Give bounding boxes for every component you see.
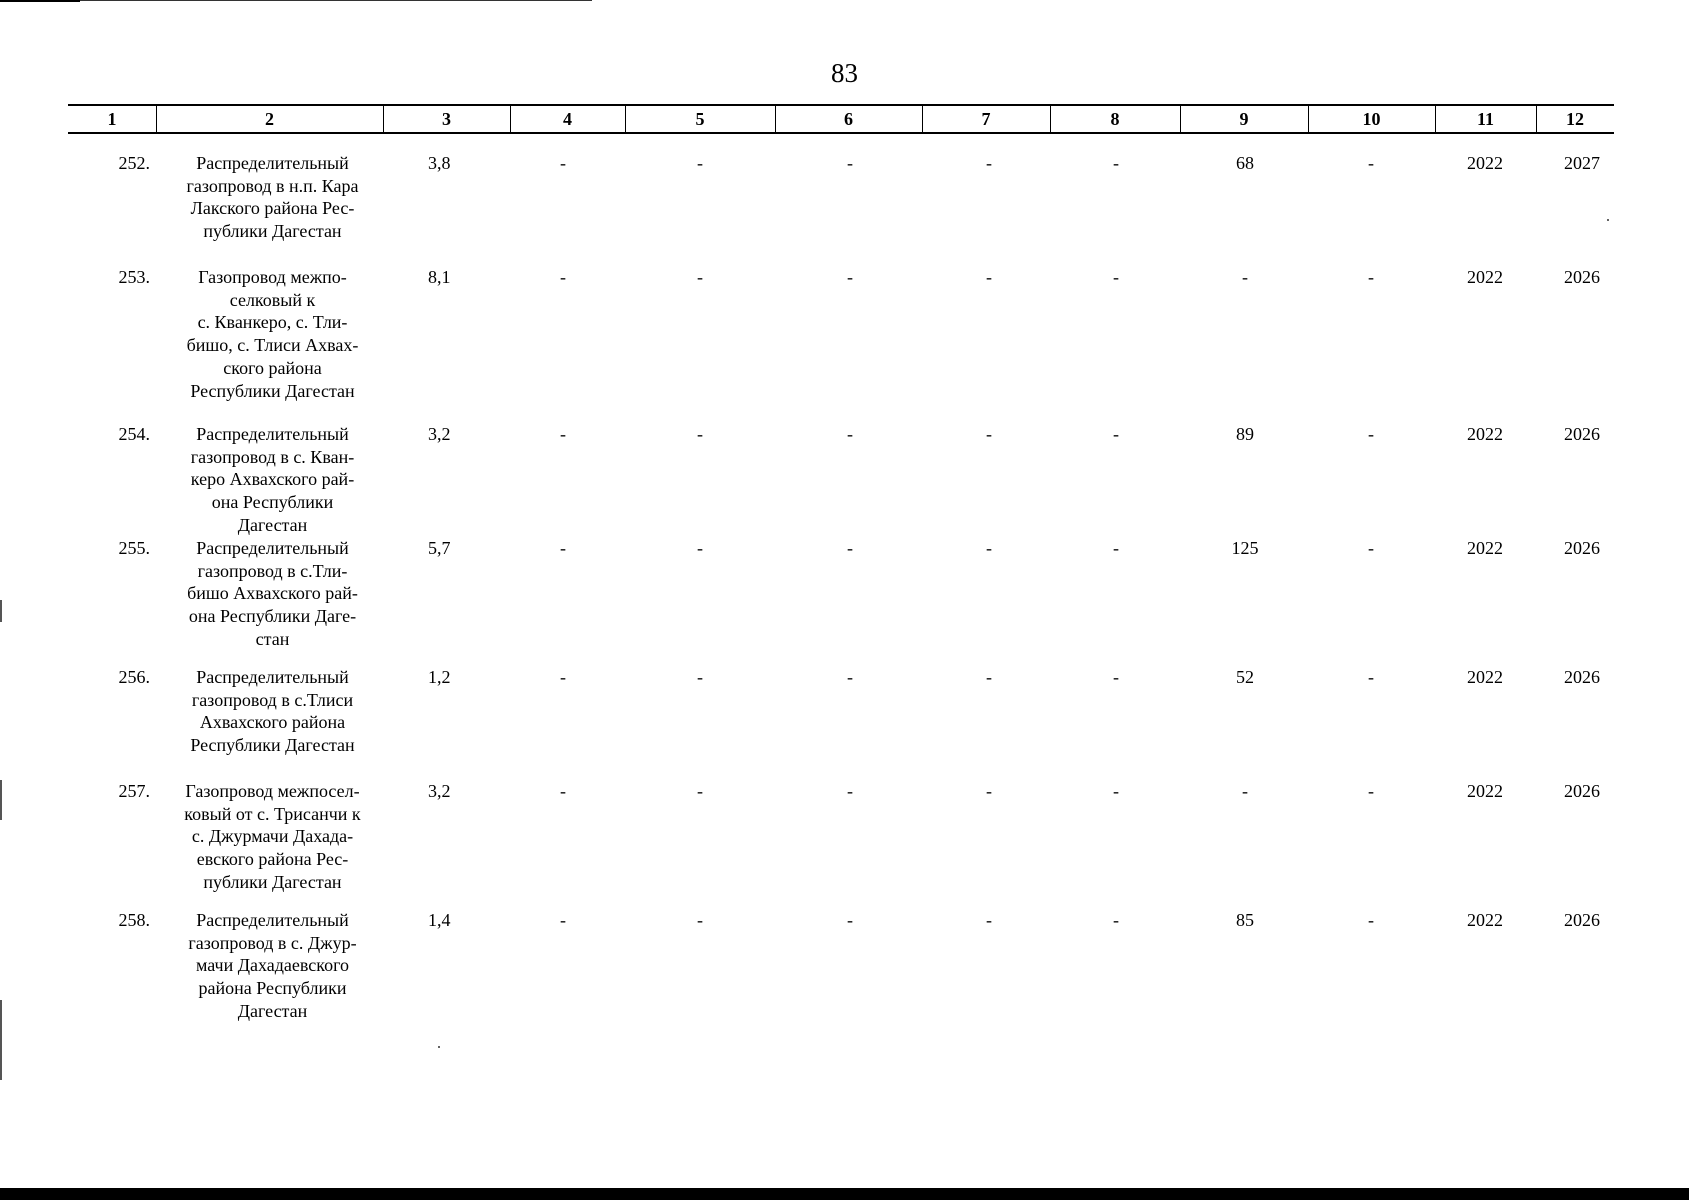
column-header-11: 11 <box>1476 109 1494 129</box>
row-col-10: - <box>1368 424 1374 444</box>
row-col-6: - <box>847 910 853 930</box>
row-col-9: 68 <box>1236 153 1254 173</box>
row-col-3: 1,2 <box>428 667 451 687</box>
row-col-3: 8,1 <box>428 267 451 287</box>
row-col-11: 2022 <box>1467 538 1503 558</box>
row-col-4: - <box>560 538 566 558</box>
row-col-6: - <box>847 667 853 687</box>
row-col-4: - <box>560 267 566 287</box>
row-name-line: Распределительный <box>196 667 349 687</box>
row-col-5: - <box>697 267 703 287</box>
column-header-4: 4 <box>563 109 572 129</box>
row-col-9: 125 <box>1231 538 1259 558</box>
row-name <box>165 666 380 757</box>
row-number: 255. <box>118 538 150 558</box>
row-col-10: - <box>1368 538 1374 558</box>
row-col-12: 2026 <box>1564 424 1600 444</box>
row-name-line: стан <box>255 628 290 649</box>
row-col-4: - <box>560 153 566 173</box>
row-col-10: - <box>1368 153 1374 173</box>
column-header-6: 6 <box>844 109 853 129</box>
scan-edge-mark <box>0 1000 2 1080</box>
row-name-line: ковый от с. Трисанчи к <box>184 803 361 824</box>
row-col-11: 2022 <box>1467 781 1503 801</box>
row-col-8: - <box>1113 781 1119 801</box>
row-number: 258. <box>118 910 150 930</box>
column-header-3: 3 <box>442 109 451 129</box>
row-col-3: 3,2 <box>428 781 451 801</box>
row-name-line: бишо, с. Тлиси Ахвах- <box>186 335 359 356</box>
row-col-6: - <box>847 538 853 558</box>
row-col-10: - <box>1368 667 1374 687</box>
row-col-11: 2022 <box>1467 153 1503 173</box>
row-col-10: - <box>1368 781 1374 801</box>
row-col-7: - <box>986 538 992 558</box>
row-name-line: она Республики <box>211 492 334 513</box>
row-col-9: 89 <box>1236 424 1254 444</box>
row-col-4: - <box>560 781 566 801</box>
row-col-4: - <box>560 667 566 687</box>
row-col-6: - <box>847 153 853 173</box>
scan-speck <box>438 1046 440 1048</box>
row-col-9: 52 <box>1236 667 1254 687</box>
row-col-3: 3,8 <box>428 153 451 173</box>
row-col-5: - <box>697 667 703 687</box>
scan-edge-top <box>80 0 592 1</box>
row-col-10: - <box>1368 267 1374 287</box>
row-name-line: публики Дагестан <box>203 871 342 892</box>
row-col-8: - <box>1113 153 1119 173</box>
row-col-7: - <box>986 424 992 444</box>
row-name-line: Дагестан <box>237 514 308 535</box>
row-col-3: 1,4 <box>428 910 451 930</box>
column-header-9: 9 <box>1239 109 1249 129</box>
row-col-6: - <box>847 267 853 287</box>
row-name-line: с. Кванкеро, с. Тли- <box>197 312 348 333</box>
row-name-line: мачи Дахадаевского <box>195 955 350 976</box>
row-number: 252. <box>118 153 150 173</box>
row-col-3: 5,7 <box>428 538 451 558</box>
column-header-2: 2 <box>265 109 274 129</box>
row-name-line: Распределительный <box>196 153 349 173</box>
row-name-line: газопровод в с.Тли- <box>197 560 348 581</box>
row-col-9: - <box>1242 781 1248 801</box>
row-name-line: Республики Дагестан <box>190 380 355 401</box>
row-col-11: 2022 <box>1467 267 1503 287</box>
row-name <box>165 266 380 402</box>
scan-edge-top-left <box>0 0 80 2</box>
column-header-7: 7 <box>981 109 991 129</box>
row-name <box>165 909 380 1023</box>
row-col-7: - <box>986 667 992 687</box>
row-col-11: 2022 <box>1467 667 1503 687</box>
row-col-7: - <box>986 910 992 930</box>
row-col-12: 2026 <box>1564 538 1600 558</box>
row-col-8: - <box>1113 267 1119 287</box>
row-col-5: - <box>697 538 703 558</box>
row-col-12: 2027 <box>1564 153 1600 173</box>
page-number: 83 <box>831 58 858 88</box>
row-col-3: 3,2 <box>428 424 451 444</box>
scan-edge-mark <box>0 780 2 820</box>
row-col-8: - <box>1113 538 1119 558</box>
column-header-8: 8 <box>1110 109 1120 129</box>
row-number: 256. <box>118 667 150 687</box>
row-name-line: керо Ахвахского рай- <box>190 469 355 490</box>
row-name-line: газопровод в с.Тлиси <box>191 689 354 710</box>
row-name-line: бишо Ахвахского рай- <box>187 583 358 604</box>
row-name-line: Газопровод межпосел- <box>185 781 360 801</box>
row-col-5: - <box>697 910 703 930</box>
row-col-12: 2026 <box>1564 910 1600 930</box>
column-header-10: 10 <box>1362 109 1381 129</box>
row-col-9: - <box>1242 267 1248 287</box>
row-name-line: газопровод в с. Кван- <box>190 446 355 467</box>
row-col-6: - <box>847 781 853 801</box>
row-name-line: ского района <box>223 357 322 378</box>
row-name <box>165 152 380 243</box>
row-col-8: - <box>1113 424 1119 444</box>
row-name-line: Распределительный <box>196 424 349 444</box>
row-col-4: - <box>560 424 566 444</box>
row-name-line: района Республики <box>198 978 347 999</box>
row-col-7: - <box>986 781 992 801</box>
scan-edge-mark <box>0 600 2 622</box>
row-col-12: 2026 <box>1564 667 1600 687</box>
row-col-11: 2022 <box>1467 910 1503 930</box>
row-col-10: - <box>1368 910 1374 930</box>
row-number: 253. <box>118 267 150 287</box>
row-name-line: евского района Рес- <box>196 849 349 870</box>
row-name <box>165 423 380 537</box>
row-name-line: газопровод в с. Джур- <box>188 932 357 953</box>
row-col-5: - <box>697 424 703 444</box>
row-name-line: Республики Дагестан <box>190 735 355 756</box>
row-col-8: - <box>1113 910 1119 930</box>
scan-edge-bottom <box>0 1188 1689 1200</box>
row-name-line: с. Джурмачи Дахада- <box>191 826 354 847</box>
row-name-line: Газопровод межпо- <box>198 267 347 287</box>
row-name-line: газопровод в н.п. Кара <box>186 175 359 196</box>
row-col-4: - <box>560 910 566 930</box>
scan-speck <box>1607 219 1609 221</box>
row-col-9: 85 <box>1236 910 1254 930</box>
row-col-5: - <box>697 781 703 801</box>
row-col-7: - <box>986 267 992 287</box>
row-number: 257. <box>118 781 150 801</box>
row-name-line: Ахвахского района <box>199 712 346 733</box>
column-header-12: 12 <box>1566 109 1584 129</box>
row-number: 254. <box>118 424 150 444</box>
row-name-line: публики Дагестан <box>203 221 342 242</box>
row-col-6: - <box>847 424 853 444</box>
row-name <box>165 780 380 894</box>
column-header-5: 5 <box>695 109 705 129</box>
row-name-line: Дагестан <box>237 1000 308 1021</box>
column-header-1: 1 <box>107 109 117 129</box>
row-col-8: - <box>1113 667 1119 687</box>
row-col-12: 2026 <box>1564 267 1600 287</box>
row-col-7: - <box>986 153 992 173</box>
row-name-line: Распределительный <box>196 538 349 558</box>
row-col-5: - <box>697 153 703 173</box>
row-name <box>165 537 380 651</box>
row-col-12: 2026 <box>1564 781 1600 801</box>
row-name-line: Распределительный <box>196 910 349 930</box>
row-name-line: она Республики Даге- <box>188 606 357 627</box>
row-name-line: селковый к <box>229 289 316 310</box>
row-col-11: 2022 <box>1467 424 1503 444</box>
row-name-line: Лакского района Рес- <box>190 198 355 219</box>
